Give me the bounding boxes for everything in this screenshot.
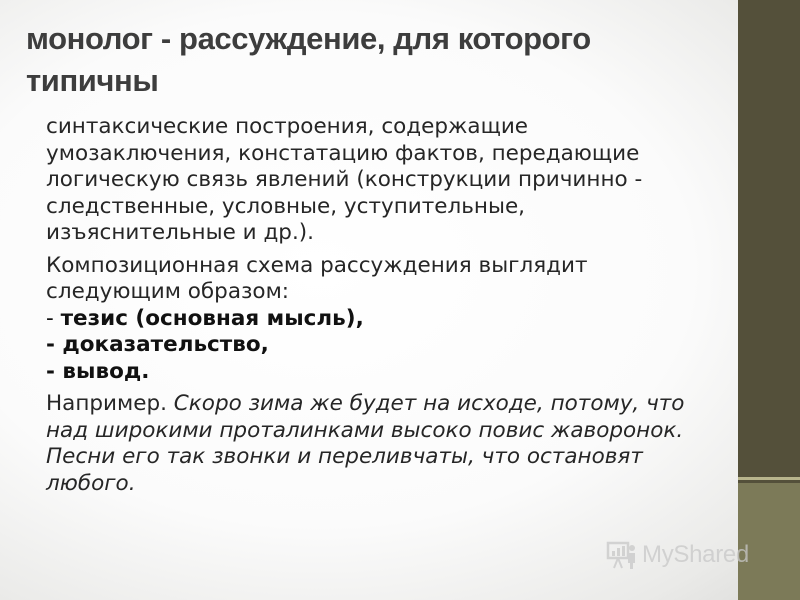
paragraph-example (46, 391, 706, 497)
scheme-item-thesis: - тезис (основная мысль), (46, 305, 364, 331)
watermark-text: MyShared (642, 541, 749, 568)
paragraph-syntax: синтаксические построения, содержащие умозаключения, констатацию фактов, передающие логическую связь явлений (конструкции причинно - следственные, условные, уступительные, изъяснительные и др.). (46, 114, 643, 245)
myshared-watermark (606, 535, 749, 575)
scheme-intro: Композиционная схема рассуждения выглядит следующим образом: (46, 252, 588, 304)
scheme-item-conclusion: - вывод. (46, 358, 150, 384)
example-label: Например. (46, 391, 167, 416)
scheme-item-proof: - доказательство, (46, 332, 269, 357)
chalkboard-presenter-icon (606, 539, 638, 571)
right-bar-divider (738, 477, 800, 480)
example-text: Скоро зима же будет на исходе, потому, что над широкими проталинками высоко повис жаворонок. Песни его так звонки и переливчаты, что остановят любого. (46, 391, 685, 496)
slide-body (46, 114, 706, 503)
paragraph-scheme (46, 253, 706, 386)
slide-title: монолог - рассуждение, для которого типичны (26, 21, 591, 98)
